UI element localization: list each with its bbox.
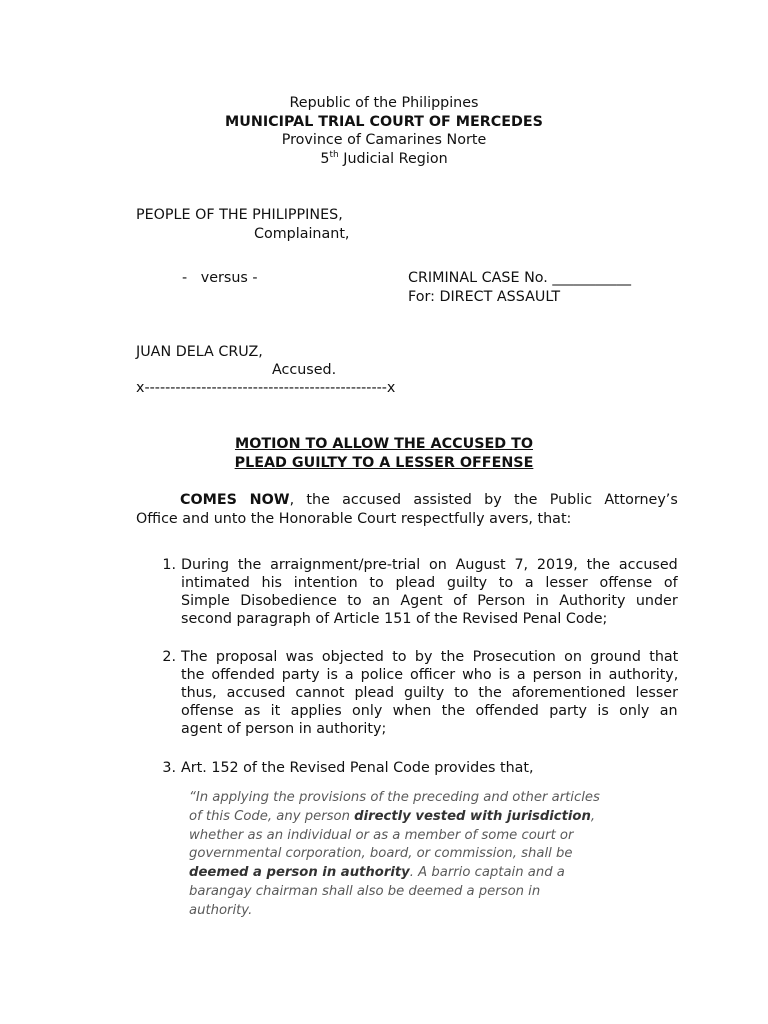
item-3-line: Art. 152 of the Revised Penal Code provides that, xyxy=(181,760,534,776)
quote-emphasis: deemed a person in authority xyxy=(189,865,410,880)
intro-comes-now: COMES NOW xyxy=(180,492,290,508)
region-text: Judicial Region xyxy=(338,150,448,167)
caption-divider: x-----------------------------------------------x xyxy=(136,380,396,396)
motion-title-line2: PLEAD GUILTY TO A LESSER OFFENSE xyxy=(234,455,534,471)
quote-text: of this Code, any person xyxy=(189,809,355,824)
criminal-case-number: CRIMINAL CASE No. ___________ xyxy=(408,270,631,286)
intro-line2: Office and unto the Honorable Court respectfully avers, that: xyxy=(136,511,572,527)
item-1-number: 1. xyxy=(162,557,176,573)
accused-role: Accused. xyxy=(272,362,337,378)
quote-line: whether as an individual or as a member of some court or xyxy=(189,828,574,843)
accused-name: JUAN DELA CRUZ, xyxy=(136,344,263,360)
quote-line: “In applying the provisions of the preceding and other articles xyxy=(189,790,600,805)
header-province: Province of Camarines Norte xyxy=(281,132,487,148)
quote-line: authority. xyxy=(189,903,253,918)
header-region xyxy=(0,150,768,167)
item-2-line: agent of person in authority; xyxy=(181,721,387,737)
plaintiff-name: PEOPLE OF THE PHILIPPINES, xyxy=(136,207,343,223)
item-3-number: 3. xyxy=(162,760,176,776)
versus-label: - versus - xyxy=(182,270,258,286)
header-republic: Republic of the Philippines xyxy=(289,95,479,111)
item-2-line: offense as it applies only when the offended party is only an xyxy=(181,703,678,719)
case-offense: For: DIRECT ASSAULT xyxy=(408,289,561,305)
item-1-line: During the arraignment/pre-trial on August 7, 2019, the accused xyxy=(181,557,678,573)
quote-text: . A barrio captain and a xyxy=(409,865,565,880)
quote-line: barangay chairman shall also be deemed a person in xyxy=(189,884,541,899)
item-2-line: the offended party is a police officer who is a person in authority, xyxy=(181,667,679,683)
plaintiff-role: Complainant, xyxy=(254,226,350,242)
item-2-number: 2. xyxy=(162,649,176,665)
quote-line: governmental corporation, board, or commission, shall be xyxy=(189,846,573,861)
intro-line1-rest: , the accused assisted by the Public Attorney’s xyxy=(289,492,678,508)
item-1-line: second paragraph of Article 151 of the Revised Penal Code; xyxy=(181,611,608,627)
region-ordinal: th xyxy=(329,150,339,160)
intro-line1 xyxy=(180,492,678,508)
quote-text: , xyxy=(590,809,596,824)
region-number: 5 xyxy=(320,150,330,167)
quote-line xyxy=(189,864,623,883)
item-2-line: The proposal was objected to by the Prosecution on ground that xyxy=(181,649,679,665)
header-court-name: MUNICIPAL TRIAL COURT OF MERCEDES xyxy=(225,114,543,130)
item-1-line: Simple Disobedience to an Agent of Person in Authority under xyxy=(181,593,678,609)
quote-line xyxy=(189,808,623,827)
quote-emphasis: directly vested with jurisdiction xyxy=(354,809,591,824)
item-1-line: intimated his intention to plead guilty to a lesser offense of xyxy=(181,575,678,591)
item-2-line: thus, accused cannot plead guilty to the aforementioned lesser xyxy=(181,685,678,701)
motion-title-line1: MOTION TO ALLOW THE ACCUSED TO xyxy=(234,436,534,452)
